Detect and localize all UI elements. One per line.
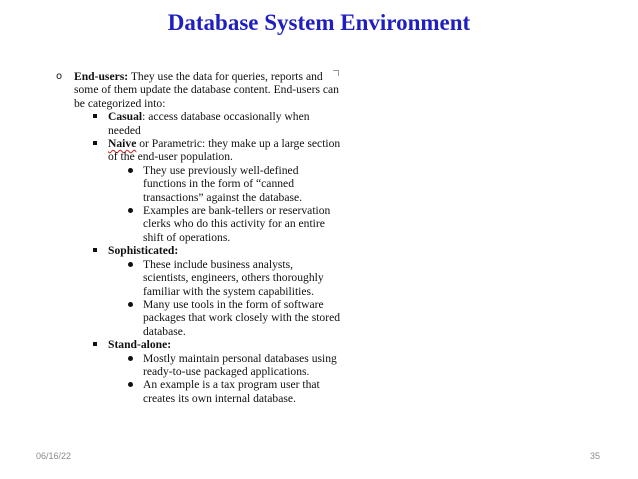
category-text: : access database occasionally when needed [108, 110, 310, 137]
square-bullet-icon [93, 114, 97, 118]
round-bullet-icon [128, 382, 133, 387]
detail-text: Many use tools in the form of software packages that work closely with the stored database. [143, 297, 341, 338]
square-bullet-icon [93, 141, 97, 145]
square-bullet-icon [93, 342, 97, 346]
category-item-naive [91, 137, 341, 244]
detail-text: Mostly maintain personal databases using ready-to-use packaged applications. [143, 351, 337, 378]
category-term: Stand-alone: [108, 338, 172, 352]
hollow-bullet-icon: o [56, 71, 63, 82]
detail-item [127, 258, 341, 298]
detail-list [108, 164, 341, 244]
slide-body [56, 70, 341, 405]
end-users-term: End-users: [74, 70, 129, 83]
footer-date: 06/16/22 [36, 451, 72, 461]
square-bullet-icon [93, 248, 97, 252]
detail-item [127, 298, 341, 338]
category-term: Naive [108, 137, 137, 151]
category-item-casual [91, 110, 341, 137]
round-bullet-icon [128, 262, 133, 267]
category-list [56, 110, 341, 405]
category-term: Sophisticated: [108, 244, 179, 258]
round-bullet-icon [128, 168, 133, 173]
end-users-text: They use the data for queries, reports and some of them update the database content. End-users can be categorized into: [74, 70, 339, 110]
detail-text: They use previously well-defined functions in the form of “canned transactions” against the database. [143, 163, 303, 204]
detail-item [127, 164, 341, 204]
detail-item [127, 204, 341, 244]
round-bullet-icon [128, 208, 133, 213]
detail-list [108, 258, 341, 338]
slide-title: Database System Environment [167, 10, 471, 35]
end-users-bullet [56, 70, 341, 110]
detail-item [127, 352, 341, 379]
round-bullet-icon [128, 356, 133, 361]
round-bullet-icon [128, 302, 133, 307]
category-term: Casual [108, 110, 143, 124]
detail-text: Examples are bank-tellers or reservation clerks who do this activity for an entire shift of operations. [143, 204, 331, 244]
category-item-sophisticated [91, 244, 341, 338]
detail-text: These include business analysts, scientists, engineers, others thoroughly familiar with the system capabilities. [143, 257, 324, 298]
page-number: 35 [589, 451, 600, 461]
category-item-stand-alone [91, 338, 341, 405]
detail-list [108, 352, 341, 406]
detail-text: An example is a tax program user that creates its own internal database. [143, 378, 320, 405]
category-text: or Parametric: they make up a large section of the end-user population. [108, 137, 341, 164]
detail-item [127, 378, 341, 405]
